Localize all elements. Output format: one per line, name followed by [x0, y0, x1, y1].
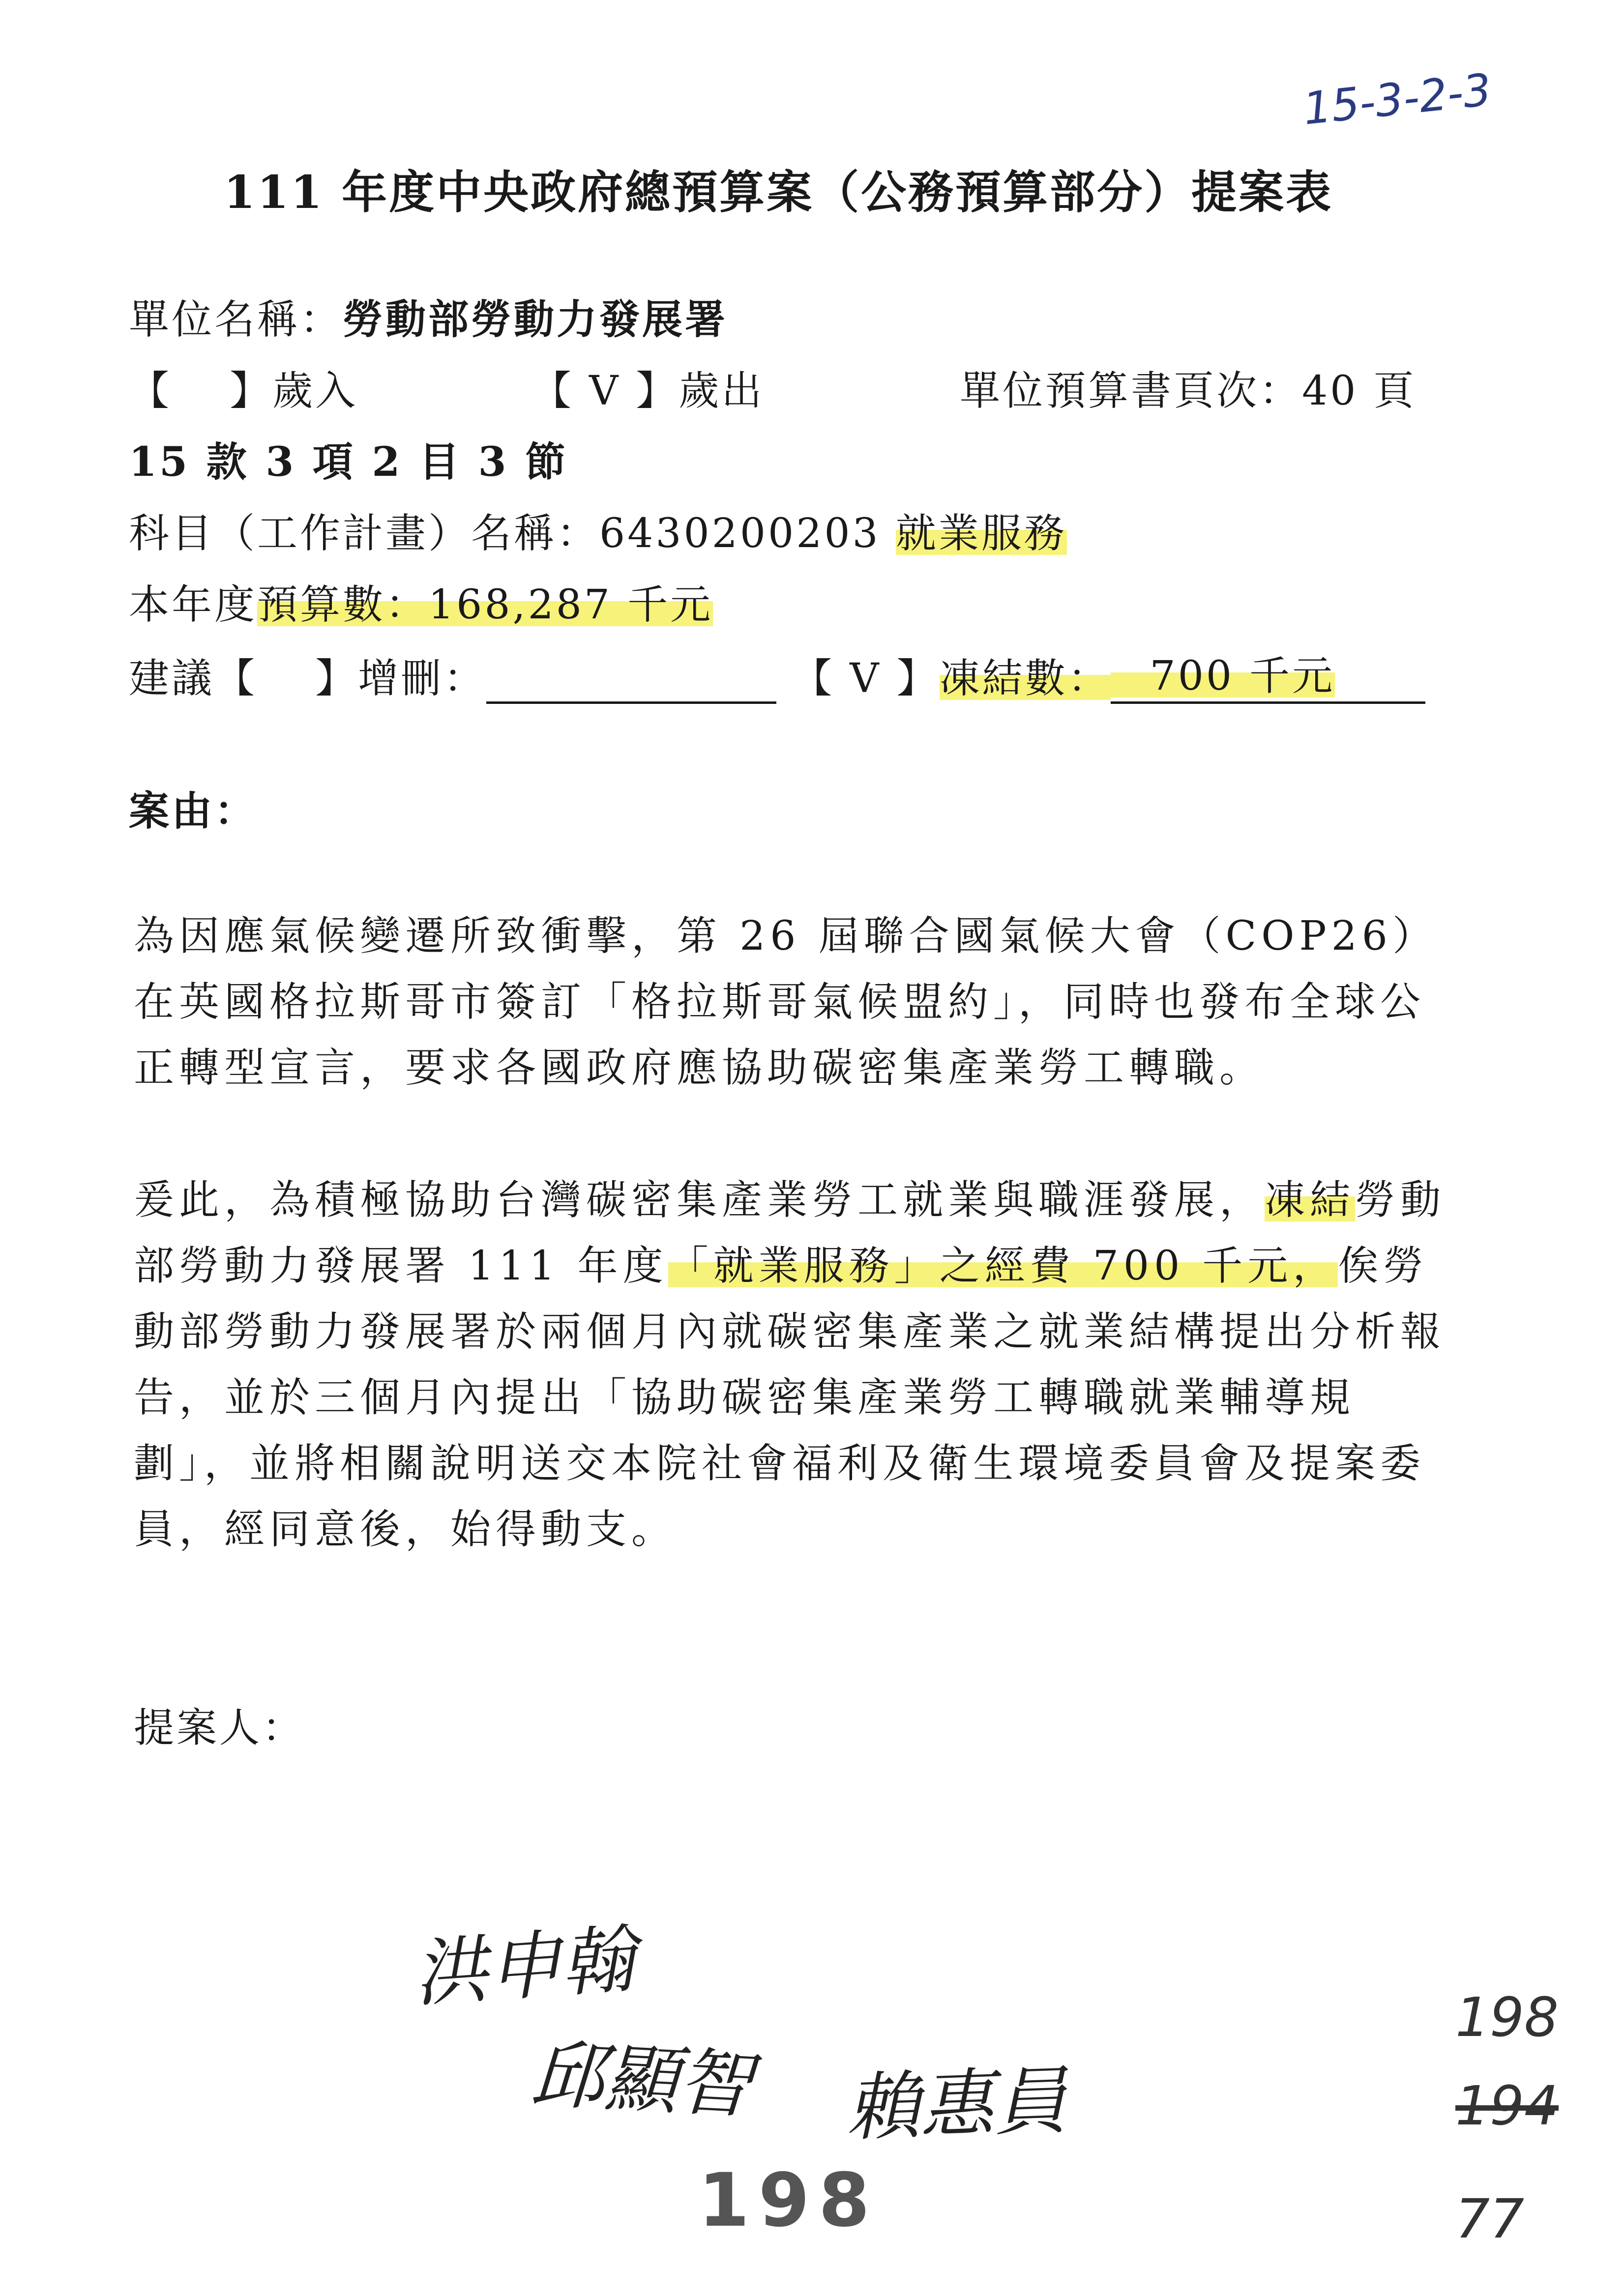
paragraph-2-highlight-freeze: 凍結: [1265, 1177, 1356, 1223]
page-number-stamp: 198: [698, 2158, 879, 2243]
subject-row: [129, 501, 1067, 559]
freeze-amount-field: [1111, 644, 1425, 704]
increase-decrease-blank: [486, 666, 776, 704]
signature-1: 洪申翰: [411, 1917, 638, 2018]
document-title: 111 年度中央政府總預算案（公務預算部分）提案表: [224, 166, 1333, 219]
budget-row: [129, 573, 713, 630]
expense-checkbox: 【 V 】歲出: [531, 368, 765, 414]
subject-label: 科目（工作計畫）名稱：6430200203: [129, 510, 896, 557]
unit-label: 單位名稱：: [129, 296, 343, 343]
revenue-checkbox: 【 】歲入: [129, 368, 358, 414]
budget-label: 本年度: [129, 581, 258, 628]
paragraph-2-part-2: 勞動部勞動力發展署 111 年度: [134, 1177, 1446, 1289]
freeze-value: 700 千元: [1111, 653, 1335, 699]
proposer-label: 提案人：: [134, 1705, 305, 1751]
unit-value: 勞動部勞動力發展署: [343, 296, 728, 343]
paragraph-2-highlight-budget: 「就業服務」之經費 700 千元，: [668, 1243, 1338, 1289]
budget-page-number: 單位預算書頁次：40 頁: [960, 368, 1417, 414]
freeze-label: 凍結數：: [939, 655, 1111, 702]
subject-value: 就業服務: [895, 510, 1067, 557]
suggest-row: [129, 644, 1425, 704]
type-row: [129, 359, 1456, 416]
paragraph-2-part-1: 爰此，為積極協助台灣碳密集產業勞工就業與職涯發展，: [134, 1177, 1265, 1223]
budget-value: 預算數：168,287 千元: [257, 581, 713, 628]
reason-heading: 案由：: [129, 787, 258, 835]
signature-3: 賴惠員: [844, 2058, 1069, 2151]
signature-2: 邱顯智: [529, 2032, 754, 2129]
suggest-label: 建議【 】增刪：: [129, 655, 487, 702]
freeze-checkbox: 【 V 】: [792, 655, 940, 702]
margin-number-2: 194: [1455, 2074, 1559, 2137]
margin-number-1: 198: [1455, 1986, 1559, 2049]
section-code: 15 款 3 項 2 目 3 節: [129, 438, 568, 486]
unit-row: [129, 288, 728, 345]
reason-paragraph-1: 為因應氣候變遷所致衝擊，第 26 屆聯合國氣候大會（COP26）在英國格拉斯哥市簽訂「格拉斯哥氣候盟約」，同時也發布全球公正轉型宣言，要求各國政府應協助碳密集產業勞工轉職。: [134, 913, 1438, 1091]
handwritten-reference-number: 15-3-2-3: [1300, 64, 1494, 135]
margin-number-3: 77: [1455, 2187, 1524, 2250]
reason-paragraph-2: [134, 1167, 1451, 1563]
paragraph-2-part-3: 俟勞動部勞動力發展署於兩個月內就碳密集產業之就業結構提出分析報告，並於三個月內提出「協助碳密集產業勞工轉職就業輔導規劃」，並將相關說明送交本院社會福利及衛生環境委員會及提案委員，經同意後，始得動支。: [134, 1243, 1446, 1553]
